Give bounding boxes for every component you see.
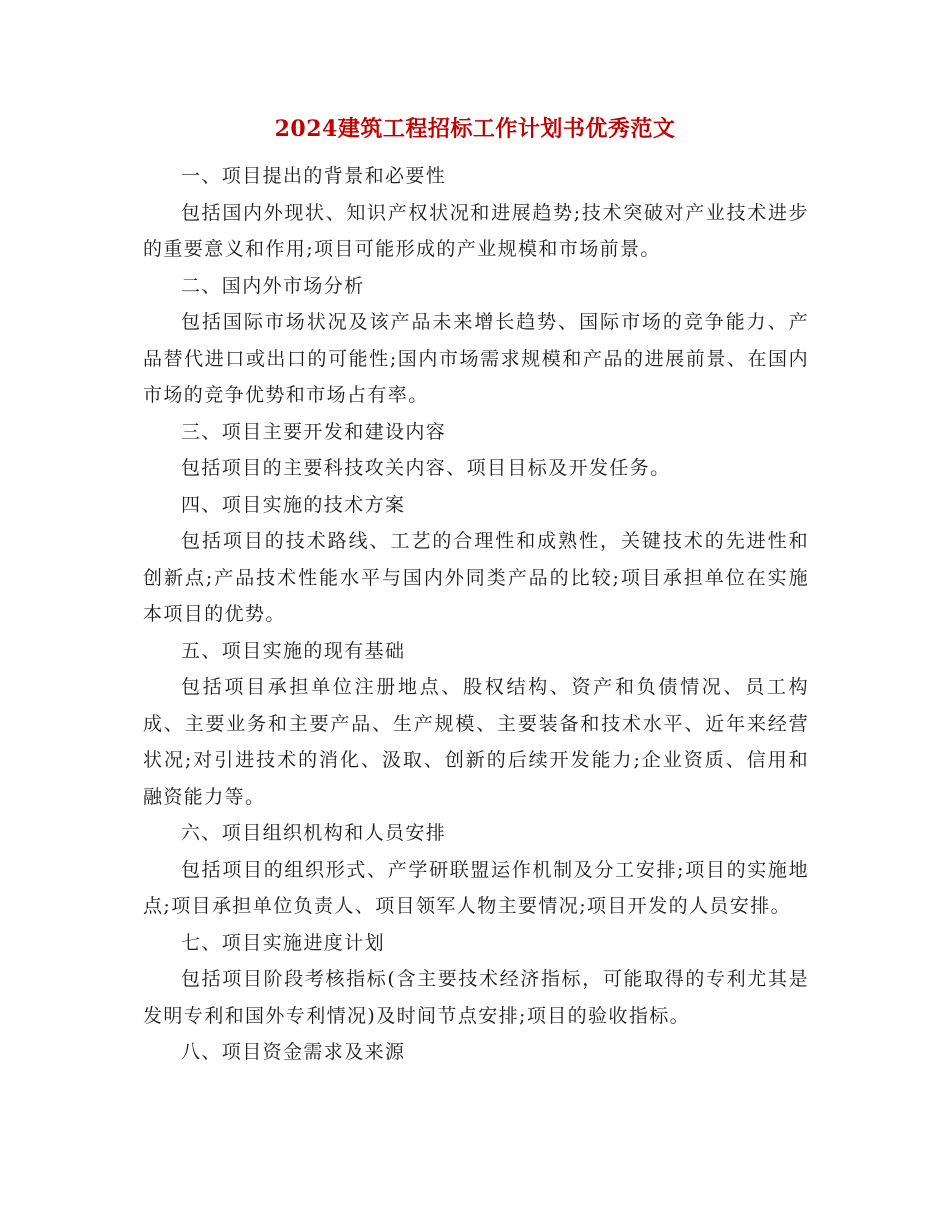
section-paragraph-6: 包括项目的组织形式、产学研联盟运作机制及分工安排;项目的实施地点;项目承担单位负责人、项目领军人物主要情况;项目开发的人员安排。 [143, 858, 809, 917]
section-paragraph-2: 包括国际市场状况及该产品未来增长趋势、国际市场的竞争能力、产品替代进口或出口的可能性;国内市场需求规模和产品的进展前景、在国内市场的竞争优势和市场占有率。 [143, 311, 809, 406]
section-heading-6: 六、项目组织机构和人员安排 [181, 822, 447, 844]
section-heading-7: 七、项目实施进度计划 [181, 931, 386, 954]
section-heading-8: 八、项目资金需求及来源 [181, 1041, 406, 1063]
section-paragraph-7: 包括项目阶段考核指标(含主要技术经济指标，可能取得的专利尤其是发明专利和国外专利情况)及时间节点安排;项目的验收指标。 [143, 968, 809, 1027]
section-paragraph-5: 包括项目承担单位注册地点、股权结构、资产和负债情况、员工构成、主要业务和主要产品、生产规模、主要装备和技术水平、近年来经营状况;对引进技术的消化、汲取、创新的后续开发能力;企业资质、信用和融资能力等。 [143, 676, 809, 808]
section-heading-1: 一、项目提出的背景和必要性 [181, 165, 447, 187]
section-heading-3: 三、项目主要开发和建设内容 [181, 420, 447, 443]
section-paragraph-1: 包括国内外现状、知识产权状况和进展趋势;技术突破对产业技术进步的重要意义和作用;项目可能形成的产业规模和市场前景。 [143, 201, 809, 260]
section-heading-5: 五、项目实施的现有基础 [181, 639, 406, 662]
document-body [143, 158, 809, 1071]
section-heading-2: 二、国内外市场分析 [181, 274, 365, 297]
section-paragraph-3: 包括项目的主要科技攻关内容、项目目标及开发任务。 [181, 457, 671, 479]
page-title: 2024建筑工程招标工作计划书优秀范文 [274, 116, 676, 142]
section-heading-4: 四、项目实施的技术方案 [181, 493, 406, 516]
section-paragraph-4: 包括项目的技术路线、工艺的合理性和成熟性，关键技术的先进性和创新点;产品技术性能水平与国内外同类产品的比较;项目承担单位在实施本项目的优势。 [143, 530, 809, 625]
